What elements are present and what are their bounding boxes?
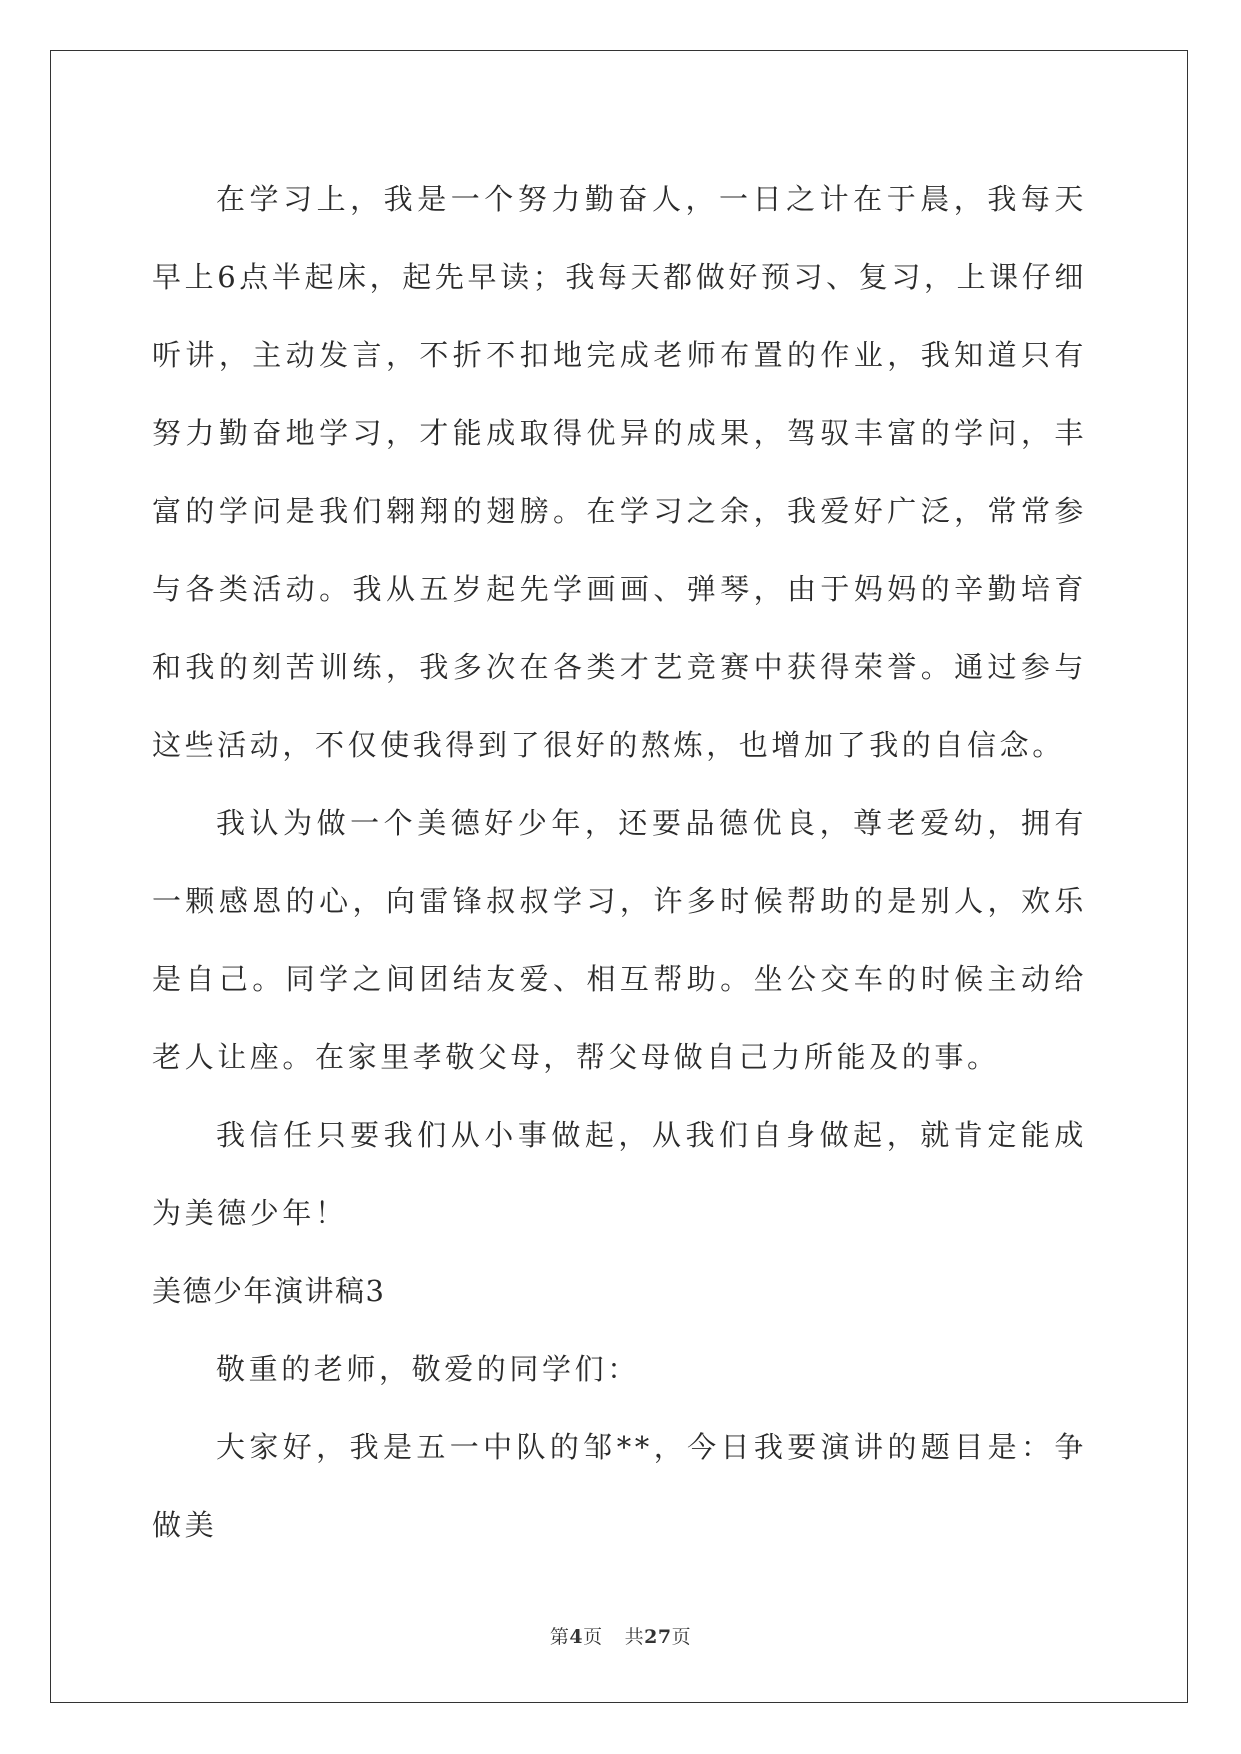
footer-page-number: 4 bbox=[569, 1626, 584, 1648]
paragraph-virtue: 我认为做一个美德好少年，还要品德优良，尊老爱幼，拥有一颗感恩的心，向雷锋叔叔学习，许多时候帮助的是别人，欢乐是自己。同学之间团结友爱、相互帮助。坐公交车的时候主动给老人让座。在家里孝敬父母，帮父母做自己力所能及的事。 bbox=[152, 806, 1087, 1074]
footer-total-pages: 27 bbox=[644, 1626, 672, 1648]
paragraph-intro: 大家好，我是五一中队的邹**，今日我要演讲的题目是：争做美 bbox=[152, 1430, 1087, 1542]
footer-page-suffix: 页 bbox=[583, 1626, 603, 1648]
document-body bbox=[152, 160, 1087, 1564]
footer-prefix: 第 bbox=[549, 1626, 570, 1648]
page-footer bbox=[0, 1622, 1241, 1649]
footer-total-suffix: 页 bbox=[671, 1626, 692, 1648]
section-heading: 美德少年演讲稿3 bbox=[152, 1274, 386, 1308]
paragraph-conclusion: 我信任只要我们从小事做起，从我们自身做起，就肯定能成为美德少年！ bbox=[152, 1118, 1087, 1230]
paragraph-study: 在学习上，我是一个努力勤奋人，一日之计在于晨，我每天早上6点半起床，起先早读；我每天都做好预习、复习，上课仔细听讲，主动发言，不折不扣地完成老师布置的作业，我知道只有努力勤奋地学习，才能成取得优异的成果，驾驭丰富的学问，丰富的学问是我们翱翔的翅膀。在学习之余，我爱好广泛，常常参与各类活动。我从五岁起先学画画、弹琴，由于妈妈的辛勤培育和我的刻苦训练，我多次在各类才艺竞赛中获得荣誉。通过参与这些活动，不仅使我得到了很好的熬炼，也增加了我的自信念。 bbox=[152, 182, 1087, 762]
salutation: 敬重的老师，敬爱的同学们： bbox=[216, 1352, 640, 1386]
footer-total-prefix: 共 bbox=[624, 1626, 645, 1648]
